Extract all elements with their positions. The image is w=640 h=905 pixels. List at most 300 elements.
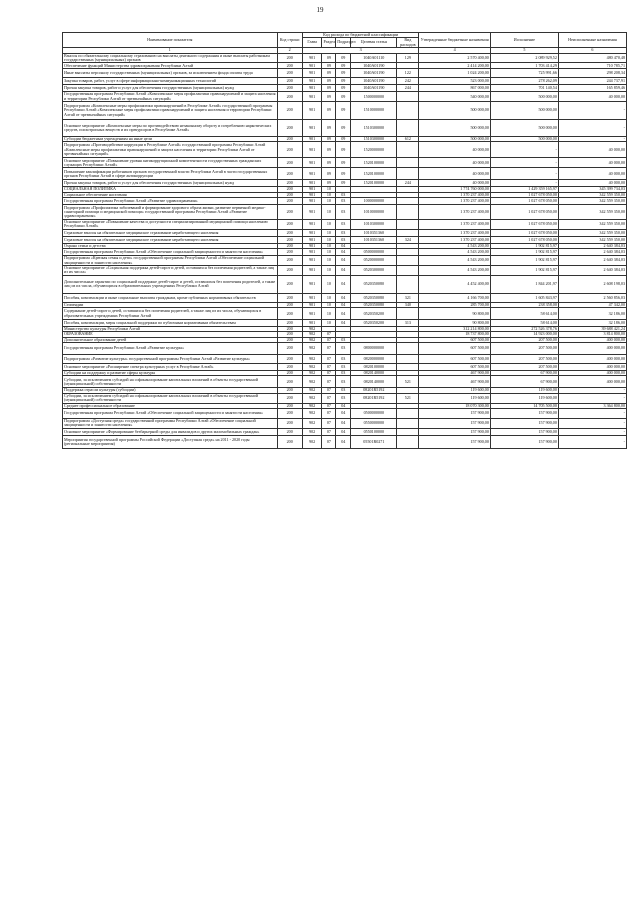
row-glava: 901 — [302, 85, 322, 92]
row-csr: 1000000000 — [351, 197, 397, 204]
row-rest: 32 186,00 — [558, 320, 626, 327]
row-name: Основное мероприятие «Повышение уровня антикоррупционной компетентности государственных гражданских служащих Республики Алтай» — [63, 158, 278, 168]
row-rest: 32 186,00 — [558, 308, 626, 320]
row-rest: 40 000,00 — [558, 168, 626, 180]
row-code: 200 — [277, 265, 302, 275]
row-csr: 0500000000 — [351, 249, 397, 256]
row-razdel: 09 — [322, 69, 336, 78]
row-glava: 901 — [302, 120, 322, 137]
row-name: Содержание детей-сирот и детей, оставшихся без попечения родителей, а также лиц из их числа, обучающихся в образовательных учреждениях Республики Алтай — [63, 308, 278, 320]
row-razdel: 07 — [322, 408, 336, 418]
row-glava: 902 — [302, 408, 322, 418]
row-code: 200 — [277, 168, 302, 180]
row-rest: 342 559 350,00 — [558, 229, 626, 236]
row-csr: 0520350080 — [351, 293, 397, 302]
row-glava: 902 — [302, 337, 322, 342]
table-row — [63, 256, 627, 266]
row-razdel: 07 — [322, 355, 336, 364]
row-code: 200 — [277, 142, 302, 158]
row-razdel: 10 — [322, 236, 336, 243]
row-csr: 1510300000 — [351, 120, 397, 137]
row-razdel: 07 — [322, 418, 336, 428]
row-podrazdel: 03 — [336, 371, 351, 376]
row-name: ОБРАЗОВАНИЕ — [63, 332, 278, 337]
row-fact: 119 600,00 — [490, 388, 558, 393]
row-rest: 2 640 384,03 — [558, 249, 626, 256]
row-razdel: 10 — [322, 243, 336, 248]
row-fact: - — [490, 158, 558, 168]
row-plan: 607 500,00 — [419, 364, 491, 371]
index-cell: 2 — [277, 47, 302, 53]
row-razdel: 10 — [322, 302, 336, 307]
row-csr: 0520350080 — [351, 302, 397, 307]
row-code: 200 — [277, 69, 302, 78]
row-vr: 340 — [397, 302, 419, 307]
row-vr — [397, 364, 419, 371]
row-podrazdel: 09 — [336, 63, 351, 69]
table-row — [63, 92, 627, 102]
row-razdel: 10 — [322, 197, 336, 204]
row-podrazdel: 03 — [336, 364, 351, 371]
row-name: Прочая закупка товаров, работ и услуг для обеспечения государственных (муниципальных) нужд — [63, 85, 278, 92]
row-podrazdel: 04 — [336, 408, 351, 418]
row-code: 200 — [277, 219, 302, 229]
row-razdel: 07 — [322, 388, 336, 393]
row-code: 200 — [277, 180, 302, 187]
row-fact: 157 900,00 — [490, 428, 558, 435]
row-podrazdel: 03 — [336, 343, 351, 355]
row-fact: 1 027 678 050,00 — [490, 236, 558, 243]
row-name: Дополнительное образование детей — [63, 337, 278, 342]
row-podrazdel: 09 — [336, 168, 351, 180]
row-podrazdel: 03 — [336, 355, 351, 364]
row-code: 200 — [277, 192, 302, 197]
table-row — [63, 53, 627, 63]
row-razdel: 10 — [322, 192, 336, 197]
row-plan: 4 543 200,00 — [419, 265, 491, 275]
header-vr: Вид расходов — [397, 38, 419, 48]
row-plan: 157 900,00 — [419, 435, 491, 448]
row-name: Страховые взносы на обязательное медицинское страхование неработающего населения — [63, 229, 278, 236]
row-fact: 1 703 414,29 — [490, 63, 558, 69]
row-fact: 500 000,00 — [490, 92, 558, 102]
row-name: Государственная программа Республики Алтай «Обеспечение социальной защищенности и занятости населения» — [63, 408, 278, 418]
row-podrazdel: 09 — [336, 85, 351, 92]
row-fact: 1 027 678 050,00 — [490, 219, 558, 229]
row-plan: 1 370 237 400,00 — [419, 197, 491, 204]
row-code: 200 — [277, 249, 302, 256]
table-row — [63, 428, 627, 435]
row-name: Основное мероприятие «Формирование безбарьерной среды для инвалидов и других маломобильных граждан» — [63, 428, 278, 435]
row-name: Иные выплаты персоналу государственных (муниципальных) органов, за исключением фонда оплаты труда — [63, 69, 278, 78]
row-code: 200 — [277, 435, 302, 448]
row-csr: 0520300000 — [351, 265, 397, 275]
row-name: Субсидии, за исключением субсидий на софинансирование капитальных вложений в объекты государственной (муниципальной) собственности — [63, 393, 278, 403]
row-razdel: 09 — [322, 85, 336, 92]
row-rest: 3 364 800,00 — [558, 403, 626, 408]
row-csr: 0820100000 — [351, 364, 397, 371]
row-fact: 1 902 815,97 — [490, 256, 558, 266]
row-code: 200 — [277, 158, 302, 168]
row-plan: 40 000,00 — [419, 168, 491, 180]
row-csr: 1520000000 — [351, 142, 397, 158]
row-vr — [397, 158, 419, 168]
row-razdel: 07 — [322, 376, 336, 388]
row-glava: 901 — [302, 229, 322, 236]
row-code: 200 — [277, 243, 302, 248]
index-cell: 6 — [558, 47, 626, 53]
row-razdel: 10 — [322, 293, 336, 302]
row-rest: 2 640 384,03 — [558, 256, 626, 266]
row-code: 200 — [277, 92, 302, 102]
row-glava: 902 — [302, 435, 322, 448]
row-plan: 4 452 400,00 — [419, 275, 491, 293]
row-name: Субсидии бюджетным учреждениям на иные цели — [63, 137, 278, 142]
row-razdel: 10 — [322, 275, 336, 293]
row-code: 200 — [277, 320, 302, 327]
header-group: Код расхода по бюджетной классификации — [302, 33, 419, 38]
row-vr — [397, 142, 419, 158]
row-fact: 67 900,00 — [490, 371, 558, 376]
row-csr: 0520350200 — [351, 308, 397, 320]
row-plan: 2 414 200,00 — [419, 63, 491, 69]
row-razdel: 09 — [322, 53, 336, 63]
row-rest: 39 688 421,24 — [558, 327, 626, 332]
row-name: Закупка товаров, работ, услуг в сфере информационно-коммуникационных технологий — [63, 78, 278, 85]
row-csr: 1040А01190 — [351, 69, 397, 78]
row-plan: 4 543 200,00 — [419, 256, 491, 266]
row-podrazdel: 03 — [336, 229, 351, 236]
row-csr: 1010300000 — [351, 219, 397, 229]
row-rest: 244 737,91 — [558, 78, 626, 85]
row-rest: 400 000,00 — [558, 376, 626, 388]
row-csr: 0550100000 — [351, 428, 397, 435]
row-glava: 902 — [302, 343, 322, 355]
row-rest: - — [558, 418, 626, 428]
header-name: Наименование показателя — [63, 33, 278, 48]
row-glava: 901 — [302, 168, 322, 180]
index-cell: 5 — [490, 47, 558, 53]
row-glava: 902 — [302, 332, 322, 337]
table-row — [63, 120, 627, 137]
row-fact: 1 902 815,97 — [490, 249, 558, 256]
row-plan: 500 000,00 — [419, 137, 491, 142]
row-vr — [397, 355, 419, 364]
row-rest: - — [558, 408, 626, 418]
row-fact: 500 000,00 — [490, 120, 558, 137]
row-razdel: 10 — [322, 249, 336, 256]
row-name: Субсидии, за исключением субсидий на софинансирование капитальных вложений в объекты государственной (муниципальной) собственности — [63, 376, 278, 388]
row-glava: 902 — [302, 355, 322, 364]
row-rest: 342 559 350,00 — [558, 219, 626, 229]
row-razdel: 10 — [322, 265, 336, 275]
row-plan: 607 500,00 — [419, 355, 491, 364]
header-code: Код строки — [277, 33, 302, 48]
row-vr — [397, 435, 419, 448]
row-name: Государственная программа Республики Алтай «Комплексные меры профилактики правонарушений и защита населения и территории Республики Алтай от чрезвычайных ситуаций» — [64, 91, 276, 101]
row-code: 200 — [277, 364, 302, 371]
table-row — [63, 435, 627, 448]
row-csr: 1510000000 — [351, 102, 397, 120]
row-podrazdel: 03 — [336, 192, 351, 197]
table-row — [63, 308, 627, 320]
row-fact: 725 991,66 — [490, 69, 558, 78]
row-glava: 902 — [302, 393, 322, 403]
row-rest: 298 208,34 — [558, 69, 626, 78]
row-podrazdel: 03 — [336, 337, 351, 342]
row-fact: 278 262,09 — [490, 78, 558, 85]
row-name: Подпрограмма «Комплексные меры профилактики правонарушений в Республике Алтай» государственной программы Республики Алтай «Комплексные меры профилактики правонарушений и защита населения и территории Республики Алтай от чрезвычайных ситуаций» — [63, 102, 278, 120]
row-code: 200 — [277, 204, 302, 219]
row-podrazdel: 03 — [336, 197, 351, 204]
row-podrazdel: 09 — [336, 180, 351, 187]
row-vr — [397, 418, 419, 428]
row-glava: 901 — [302, 219, 322, 229]
row-code: 200 — [277, 376, 302, 388]
row-code: 200 — [277, 102, 302, 120]
row-rest: 342 559 350,00 — [558, 192, 626, 197]
row-plan: 90 800,00 — [419, 320, 491, 327]
row-podrazdel: 03 — [336, 219, 351, 229]
row-name: Государственная программа Республики Алтай «Развитие культуры» — [63, 343, 278, 355]
row-glava: 901 — [302, 249, 322, 256]
row-rest: 342 559 350,00 — [558, 204, 626, 219]
row-csr: 08201R5192 — [351, 393, 397, 403]
row-vr — [397, 92, 419, 102]
row-code: 200 — [277, 355, 302, 364]
row-rest: 480 470,48 — [558, 53, 626, 63]
row-code: 200 — [277, 236, 302, 243]
row-razdel: 10 — [322, 308, 336, 320]
row-razdel: 10 — [322, 219, 336, 229]
row-code: 200 — [277, 53, 302, 63]
row-name: Основное мероприятие «Комплексные меры по противодействию незаконному обороту и потреблению наркотических средств, психотропных веществ и их прекурсоров в Республике Алтай» — [63, 120, 278, 137]
page-number: 19 — [316, 6, 324, 14]
row-razdel: 09 — [322, 102, 336, 120]
row-glava: 902 — [302, 418, 322, 428]
row-csr: 0820000000 — [351, 355, 397, 364]
row-name: Государственная программа Республики Алтай «Обеспечение социальной защищенности и занятости населения» — [63, 249, 278, 256]
row-vr: 521 — [397, 376, 419, 388]
row-razdel: 09 — [322, 168, 336, 180]
row-csr: 1040А01190 — [351, 85, 397, 92]
row-glava: 901 — [302, 265, 322, 275]
row-rest: 2 640 384,03 — [558, 243, 626, 248]
row-razdel: 09 — [322, 142, 336, 158]
row-glava: 901 — [302, 204, 322, 219]
row-glava: 901 — [302, 158, 322, 168]
row-glava: 901 — [302, 192, 322, 197]
row-name: Социальное обеспечение населения — [63, 192, 278, 197]
table-body — [63, 53, 627, 448]
row-plan: 157 900,00 — [419, 428, 491, 435]
row-csr: 1010351360 — [351, 236, 397, 243]
row-fact: 1 429 359 165,97 — [490, 187, 558, 192]
row-plan: 285 700,00 — [419, 302, 491, 307]
row-name: Взносы по обязательному социальному страхованию на выплаты денежного содержания и иные выплаты работникам государственных (муниципальных) органов — [63, 53, 278, 63]
row-csr: 0500000000 — [351, 408, 397, 418]
row-podrazdel: 03 — [336, 376, 351, 388]
row-plan: 500 000,00 — [419, 120, 491, 137]
row-razdel: 09 — [322, 180, 336, 187]
table-row — [63, 168, 627, 180]
row-code: 200 — [277, 371, 302, 376]
row-fact: 157 900,00 — [490, 435, 558, 448]
row-name: Прочая закупка товаров, работ и услуг для обеспечения государственных (муниципальных) нужд — [63, 180, 278, 187]
row-razdel: 10 — [322, 229, 336, 236]
table-row — [63, 418, 627, 428]
row-rest: - — [558, 137, 626, 142]
row-vr — [397, 428, 419, 435]
index-cell: 3 — [302, 47, 419, 53]
row-fact: 1 605 843,97 — [490, 293, 558, 302]
row-rest: - — [558, 393, 626, 403]
row-glava: 901 — [302, 308, 322, 320]
row-name: Пособия, компенсации, меры социальной поддержки по публичным нормативным обязательствам — [63, 320, 278, 327]
row-plan: 1 370 237 400,00 — [419, 204, 491, 219]
row-name: Страховые взносы на обязательное медицинское страхование неработающего населения — [63, 236, 278, 243]
row-glava: 901 — [302, 53, 322, 63]
row-glava: 901 — [302, 256, 322, 266]
row-vr: 324 — [397, 236, 419, 243]
row-csr: 0550000000 — [351, 418, 397, 428]
row-name: Дополнительные гарантии по социальной поддержке детей-сирот и детей, оставшихся без попечения родителей, а также лиц из их числа, обучающихся в образовательных учреждениях Республики Алтай — [63, 275, 278, 293]
row-razdel: 10 — [322, 256, 336, 266]
row-rest: 40 000,00 — [558, 180, 626, 187]
row-rest: 342 559 350,00 — [558, 197, 626, 204]
row-plan: 119 600,00 — [419, 388, 491, 393]
table-row — [63, 229, 627, 236]
row-plan: 523 000,00 — [419, 78, 491, 85]
row-razdel: 09 — [322, 63, 336, 69]
row-rest: 400 000,00 — [558, 371, 626, 376]
row-razdel: 07 — [322, 428, 336, 435]
row-podrazdel: 09 — [336, 120, 351, 137]
row-plan: 1 370 237 400,00 — [419, 219, 491, 229]
table-row — [63, 376, 627, 388]
row-rest: 710 785,71 — [558, 63, 626, 69]
row-podrazdel: 03 — [336, 393, 351, 403]
row-name: СОЦИАЛЬНАЯ ПОЛИТИКА — [63, 187, 278, 192]
row-razdel: 09 — [322, 92, 336, 102]
row-razdel: 07 — [322, 393, 336, 403]
row-vr: 242 — [397, 78, 419, 85]
row-razdel: 09 — [322, 78, 336, 85]
row-name: Подпрограмма «Противодействие коррупции в Республике Алтай» государственной программы Республики Алтай «Комплексные меры профилактики правонарушений и защита населения и территории Республики Алтай от чрезвычайных ситуаций» — [63, 142, 278, 158]
row-rest: 342 559 350,00 — [558, 236, 626, 243]
row-csr: 1010351360 — [351, 229, 397, 236]
row-podrazdel: 04 — [336, 435, 351, 448]
table-row — [63, 265, 627, 275]
row-fact: 157 900,00 — [490, 408, 558, 418]
row-vr — [397, 256, 419, 266]
row-rest: 40 000,00 — [558, 142, 626, 158]
row-name: Государственная программа Республики Алтай «Развитие здравоохранения» — [63, 197, 278, 204]
row-code: 200 — [277, 63, 302, 69]
row-fact: 272 526 378,76 — [490, 327, 558, 332]
row-plan: 4 543 200,00 — [419, 249, 491, 256]
row-code: 200 — [277, 197, 302, 204]
row-fact: 500 000,00 — [490, 137, 558, 142]
row-csr: 0520350080 — [351, 275, 397, 293]
row-razdel: 07 — [322, 337, 336, 342]
row-fact: 207 500,00 — [490, 343, 558, 355]
row-plan: 467 900,00 — [419, 371, 491, 376]
header-csr: Целевая статья — [351, 38, 397, 48]
header-rest: Неисполненные назначения — [558, 33, 626, 48]
row-vr: 244 — [397, 180, 419, 187]
row-code: 200 — [277, 275, 302, 293]
row-glava: 901 — [302, 236, 322, 243]
row-name: Подпрограмма «Профилактика заболеваний и формирование здорового образа жизни, развитие первичной медико-санитарной помощи и медицинской помощи» государственной программы Республики Алтай «Развитие здравоохранения» — [63, 204, 278, 219]
row-vr — [397, 265, 419, 275]
row-plan: 607 500,00 — [419, 337, 491, 342]
row-fact: 67 900,00 — [490, 376, 558, 388]
row-vr — [397, 229, 419, 236]
table-row — [63, 219, 627, 229]
row-csr: 0820140000 — [351, 371, 397, 376]
row-name: Основное мероприятие «Социальная поддержка детей-сирот и детей, оставшихся без попечения родителей, а также лиц из их числа» — [63, 265, 278, 275]
row-glava: 901 — [302, 102, 322, 120]
row-name: Подпрограмма «Доступная среда» государственной программы Республики Алтай «Обеспечение социальной защищенности и занятости населения» — [63, 418, 278, 428]
row-podrazdel: 09 — [336, 69, 351, 78]
row-fact: 1 844 201,97 — [490, 275, 558, 293]
row-vr: 313 — [397, 320, 419, 327]
row-code: 200 — [277, 388, 302, 393]
row-glava: 901 — [302, 293, 322, 302]
table-row — [63, 137, 627, 142]
row-code: 200 — [277, 293, 302, 302]
row-plan: 2 570 400,00 — [419, 53, 491, 63]
row-glava: 901 — [302, 187, 322, 192]
row-plan: 18 737 800,00 — [419, 332, 491, 337]
row-vr — [397, 102, 419, 120]
row-fact: 701 140,54 — [490, 85, 558, 92]
row-csr: 1040А01190 — [351, 78, 397, 85]
row-plan: 1 370 237 400,00 — [419, 236, 491, 243]
row-vr — [397, 168, 419, 180]
header-glava: Глава — [302, 38, 322, 48]
row-razdel: 09 — [322, 120, 336, 137]
row-plan: 40 000,00 — [419, 158, 491, 168]
row-glava: 901 — [302, 243, 322, 248]
row-name: Мероприятия государственной программы Российской Федерации «Доступная среда» на 2011 - 2020 годы (региональные мероприятия) — [63, 435, 278, 448]
table-row — [63, 204, 627, 219]
row-plan: 90 800,00 — [419, 308, 491, 320]
row-code: 200 — [277, 403, 302, 408]
table-row — [63, 63, 627, 69]
row-name: Стипендии — [63, 302, 278, 307]
row-fact: 14 923 000,00 — [490, 332, 558, 337]
row-podrazdel: 04 — [336, 428, 351, 435]
row-fact: 1 902 815,97 — [490, 243, 558, 248]
row-name: Субсидии на поддержку и развитие сферы культуры — [63, 371, 278, 376]
row-vr: 612 — [397, 137, 419, 142]
row-vr — [397, 204, 419, 219]
row-podrazdel: 03 — [336, 236, 351, 243]
row-csr: 0800000000 — [351, 343, 397, 355]
row-code: 200 — [277, 327, 302, 332]
row-plan: 540 000,00 — [419, 92, 491, 102]
table-row — [63, 343, 627, 355]
row-rest: 2 608 198,03 — [558, 275, 626, 293]
row-csr: 1040А01190 — [351, 63, 397, 69]
row-razdel: 07 — [322, 364, 336, 371]
row-podrazdel: 09 — [336, 53, 351, 63]
row-plan: 157 900,00 — [419, 408, 491, 418]
row-name: Основное мероприятие «Расширение спектра культурных услуг в Республике Алтай» — [63, 364, 278, 371]
row-fact: 1 902 815,97 — [490, 265, 558, 275]
